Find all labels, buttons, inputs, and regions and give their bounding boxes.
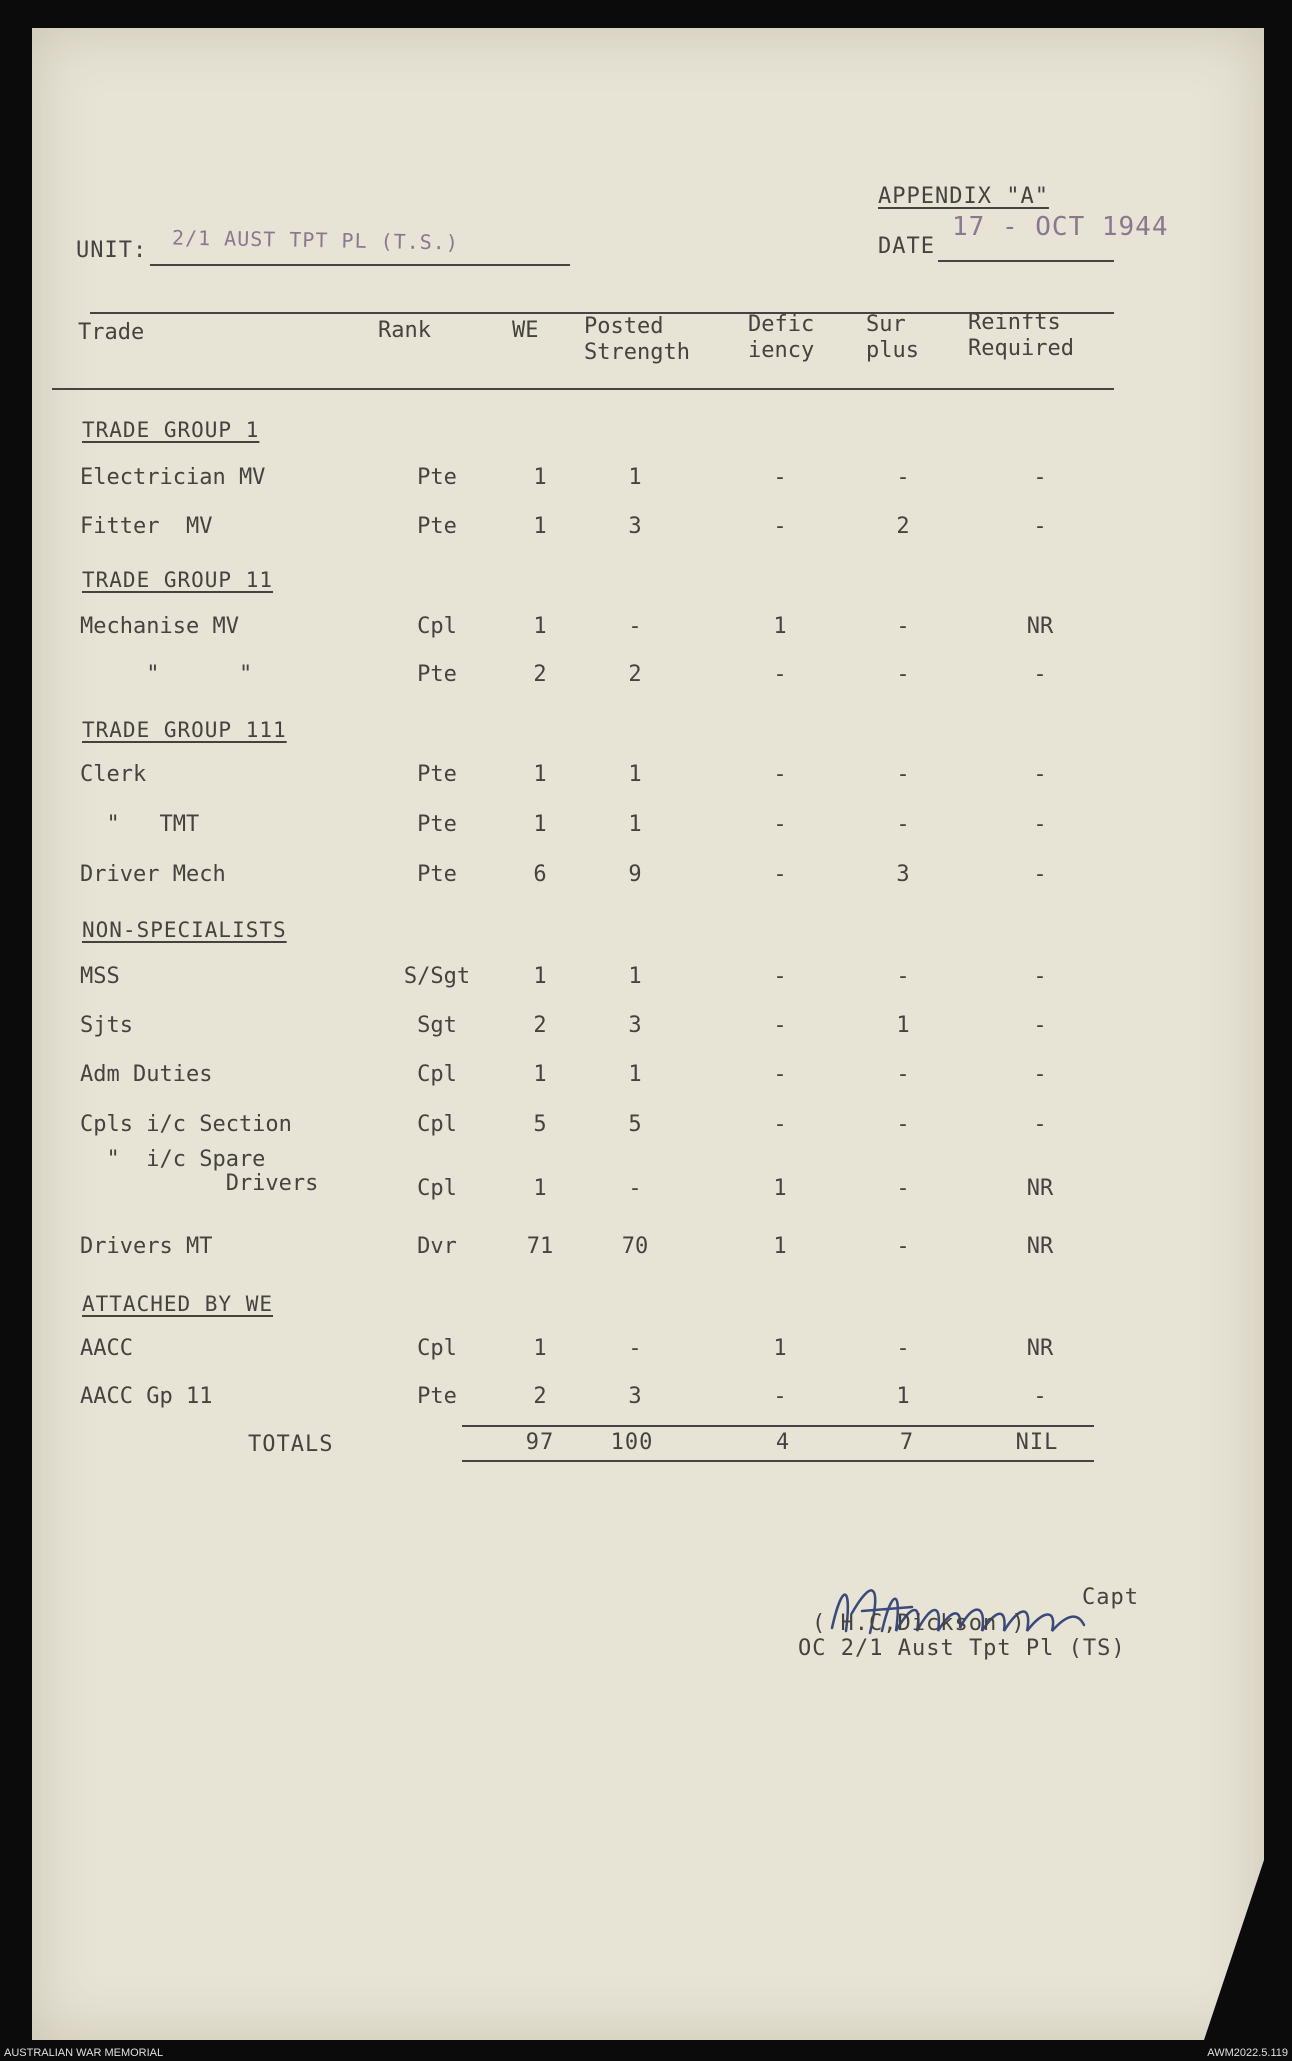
table-row <box>0 1062 1292 1092</box>
table-row <box>0 1112 1292 1142</box>
deficiency-cell: - <box>773 964 787 989</box>
totals-reinforcements: NIL <box>1015 1430 1059 1455</box>
surplus-cell: - <box>896 662 910 687</box>
date-label: DATE <box>878 234 935 259</box>
posted-strength-cell: 70 <box>621 1234 649 1259</box>
reinforcements-cell: NR <box>1026 1336 1054 1361</box>
signature-name: ( H.C,Dickson ) <box>812 1611 1026 1636</box>
deficiency-cell: - <box>773 1062 787 1087</box>
posted-strength-cell: 1 <box>628 812 642 837</box>
deficiency-cell: - <box>773 1013 787 1038</box>
surplus-cell: 3 <box>896 862 910 887</box>
trade-cell: Drivers MT <box>80 1234 213 1259</box>
deficiency-cell: 1 <box>773 1176 787 1201</box>
rank-cell: Pte <box>417 465 457 490</box>
rank-cell: Dvr <box>417 1234 457 1259</box>
totals-rule-top <box>462 1425 1094 1427</box>
surplus-cell: 2 <box>896 514 910 539</box>
trade-group-heading: TRADE GROUP 11 <box>82 568 274 592</box>
we-cell: 1 <box>533 614 547 639</box>
deficiency-cell: - <box>773 514 787 539</box>
deficiency-cell: - <box>773 812 787 837</box>
we-cell: 71 <box>526 1234 554 1259</box>
trade-cell: MSS <box>80 964 120 989</box>
surplus-cell: - <box>896 1112 910 1137</box>
rank-cell: Sgt <box>417 1013 457 1038</box>
rank-cell: Cpl <box>417 1176 457 1201</box>
surplus-cell: - <box>896 762 910 787</box>
table-row <box>0 812 1292 842</box>
rank-cell: Pte <box>417 862 457 887</box>
we-cell: 6 <box>533 862 547 887</box>
col-header-trade: Trade <box>78 320 145 345</box>
rank-cell: Pte <box>417 812 457 837</box>
we-cell: 2 <box>533 1013 547 1038</box>
trade-group-heading: NON-SPECIALISTS <box>82 918 287 942</box>
trade-cell: AACC Gp 11 <box>80 1384 213 1409</box>
we-cell: 1 <box>533 812 547 837</box>
posted-strength-cell: - <box>628 614 642 639</box>
deficiency-cell: - <box>773 862 787 887</box>
reinforcements-cell: - <box>1033 1384 1047 1409</box>
trade-cell: Mechanise MV <box>80 614 239 639</box>
posted-strength-cell: 5 <box>628 1112 642 1137</box>
col-header-surplus: Sur plus <box>866 312 919 363</box>
trade-cell: AACC <box>80 1336 133 1361</box>
trade-group-heading: TRADE GROUP 1 <box>82 418 260 442</box>
trade-cell: Clerk <box>80 762 147 787</box>
surplus-cell: 1 <box>896 1384 910 1409</box>
rank-cell: S/Sgt <box>403 964 471 989</box>
posted-strength-cell: 1 <box>628 964 642 989</box>
we-cell: 1 <box>533 1062 547 1087</box>
surplus-cell: - <box>896 465 910 490</box>
trade-cell: Adm Duties <box>80 1062 213 1087</box>
we-cell: 2 <box>533 662 547 687</box>
reinforcements-cell: NR <box>1026 1234 1054 1259</box>
table-row <box>0 662 1292 692</box>
deficiency-cell: - <box>773 1112 787 1137</box>
surplus-cell: - <box>896 1336 910 1361</box>
posted-strength-cell: 9 <box>628 862 642 887</box>
posted-strength-cell: 2 <box>628 662 642 687</box>
table-row <box>0 1336 1292 1366</box>
table-row <box>0 514 1292 544</box>
trade-cell: Driver Mech <box>80 862 226 887</box>
reinforcements-cell: - <box>1033 514 1047 539</box>
surplus-cell: - <box>896 1234 910 1259</box>
we-cell: 1 <box>533 1176 547 1201</box>
table-row <box>0 964 1292 994</box>
appendix-label: APPENDIX "A" <box>878 184 1049 209</box>
table-row <box>0 1013 1292 1043</box>
rank-cell: Cpl <box>417 1336 457 1361</box>
signature-title: OC 2/1 Aust Tpt Pl (TS) <box>798 1636 1126 1661</box>
posted-strength-cell: - <box>628 1176 642 1201</box>
surplus-cell: 1 <box>896 1013 910 1038</box>
rank-cell: Cpl <box>417 1112 457 1137</box>
trade-cell: Electrician MV <box>80 465 266 490</box>
table-row <box>0 1384 1292 1414</box>
we-cell: 1 <box>533 514 547 539</box>
archive-footer-left: AUSTRALIAN WAR MEMORIAL <box>4 2047 164 2059</box>
reinforcements-cell: NR <box>1026 1176 1054 1201</box>
reinforcements-cell: - <box>1033 1112 1047 1137</box>
posted-strength-cell: 1 <box>628 762 642 787</box>
trade-cell: Fitter MV <box>80 514 213 539</box>
trade-cell: " i/c Spare Drivers <box>106 1147 319 1196</box>
posted-strength-cell: 3 <box>628 1013 642 1038</box>
table-row <box>0 862 1292 892</box>
trade-group-heading: ATTACHED BY WE <box>82 1292 274 1316</box>
reinforcements-cell: - <box>1033 964 1047 989</box>
col-header-reinforcements: Reinfts Required <box>968 310 1074 361</box>
rank-cell: Pte <box>417 514 457 539</box>
deficiency-cell: 1 <box>773 1234 787 1259</box>
trade-cell: " " <box>80 662 253 687</box>
deficiency-cell: 1 <box>773 614 787 639</box>
posted-strength-cell: 1 <box>628 465 642 490</box>
posted-strength-cell: 3 <box>628 1384 642 1409</box>
unit-label: UNIT: <box>76 238 148 263</box>
deficiency-cell: - <box>773 1384 787 1409</box>
col-header-we: WE <box>512 318 539 343</box>
surplus-cell: - <box>896 1176 910 1201</box>
reinforcements-cell: - <box>1033 1062 1047 1087</box>
reinforcements-cell: - <box>1033 662 1047 687</box>
col-header-posted: Posted Strength <box>584 314 690 365</box>
table-row <box>0 762 1292 792</box>
surplus-cell: - <box>896 614 910 639</box>
surplus-cell: - <box>896 812 910 837</box>
table-row <box>0 465 1292 495</box>
posted-strength-cell: 3 <box>628 514 642 539</box>
we-cell: 1 <box>533 1336 547 1361</box>
col-header-deficiency: Defic iency <box>748 312 815 363</box>
reinforcements-cell: - <box>1033 812 1047 837</box>
date-stamp: 17 - OCT 1944 <box>952 212 1169 242</box>
rank-cell: Pte <box>417 662 457 687</box>
table-row <box>0 1234 1292 1264</box>
table-row <box>0 614 1292 644</box>
reinforcements-cell: NR <box>1026 614 1054 639</box>
posted-strength-cell: 1 <box>628 1062 642 1087</box>
trade-group-heading: TRADE GROUP 111 <box>82 718 287 742</box>
we-cell: 1 <box>533 762 547 787</box>
archive-footer-right: AWM2022.5.119 <box>1207 2047 1288 2059</box>
signature-rank: Capt <box>1082 1585 1139 1610</box>
table-row <box>0 1147 1292 1206</box>
rank-cell: Pte <box>417 762 457 787</box>
surplus-cell: - <box>896 964 910 989</box>
we-cell: 1 <box>533 465 547 490</box>
totals-surplus: 7 <box>899 1430 915 1455</box>
reinforcements-cell: - <box>1033 862 1047 887</box>
we-cell: 1 <box>533 964 547 989</box>
totals-posted: 100 <box>610 1430 654 1455</box>
deficiency-cell: - <box>773 662 787 687</box>
unit-stamp: 2/1 AUST TPT PL (T.S.) <box>171 225 460 255</box>
rank-cell: Pte <box>417 1384 457 1409</box>
we-cell: 2 <box>533 1384 547 1409</box>
reinforcements-cell: - <box>1033 762 1047 787</box>
deficiency-cell: 1 <box>773 1336 787 1361</box>
rank-cell: Cpl <box>417 1062 457 1087</box>
trade-cell: Sjts <box>80 1013 133 1038</box>
trade-cell: Cpls i/c Section <box>80 1112 292 1137</box>
trade-cell: " TMT <box>80 812 200 837</box>
surplus-cell: - <box>896 1062 910 1087</box>
reinforcements-cell: - <box>1033 465 1047 490</box>
deficiency-cell: - <box>773 465 787 490</box>
totals-we: 97 <box>525 1430 555 1455</box>
totals-label: TOTALS <box>248 1432 334 1457</box>
col-header-rank: Rank <box>378 318 431 343</box>
document-page <box>32 28 1264 2040</box>
totals-deficiency: 4 <box>775 1430 791 1455</box>
reinforcements-cell: - <box>1033 1013 1047 1038</box>
totals-rule-bottom <box>462 1460 1094 1462</box>
we-cell: 5 <box>533 1112 547 1137</box>
posted-strength-cell: - <box>628 1336 642 1361</box>
rank-cell: Cpl <box>417 614 457 639</box>
deficiency-cell: - <box>773 762 787 787</box>
